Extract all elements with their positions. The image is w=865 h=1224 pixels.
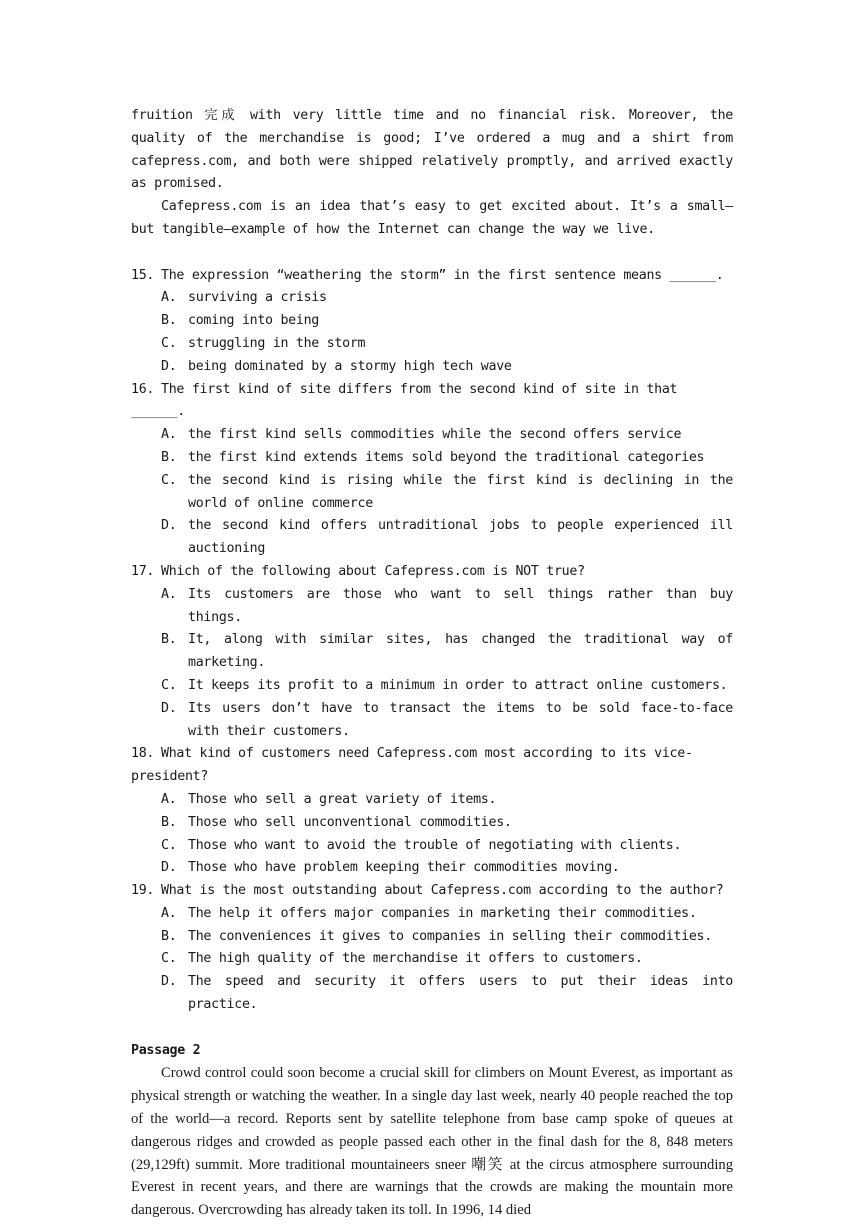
answer-option	[161, 356, 733, 379]
answer-option	[161, 287, 733, 310]
option-letter: D.	[161, 518, 177, 534]
spacer	[131, 1017, 733, 1040]
answer-option	[161, 447, 733, 470]
answer-option	[161, 629, 733, 675]
option-text: the second kind is rising while the first kind is declining in the world of online commerce	[188, 472, 733, 511]
question-text: Which of the following about Cafepress.com is NOT true?	[161, 563, 585, 579]
option-text: the first kind sells commodities while the second offers service	[188, 427, 682, 443]
option-text: surviving a crisis	[188, 290, 327, 306]
option-letter: A.	[161, 905, 177, 921]
option-letter: D.	[161, 358, 177, 374]
answer-option	[161, 812, 733, 835]
option-text: struggling in the storm	[188, 335, 366, 351]
option-text: Those who sell unconventional commodities.	[188, 814, 512, 830]
spacer	[131, 242, 733, 265]
question-number: 17.	[131, 563, 155, 579]
continuation-paragraph-2: Cafepress.com is an idea that’s easy to get excited about. It’s a small—but tangible—example of how the Internet can change the way we live.	[131, 199, 733, 237]
question-item	[131, 379, 733, 561]
option-letter: D.	[161, 700, 177, 716]
option-text: Its users don’t have to transact the items to be sold face-to-face with their customers.	[188, 700, 733, 739]
option-letter: D.	[161, 974, 177, 990]
option-letter: B.	[161, 632, 177, 648]
passage-body: Crowd control could soon become a crucial skill for climbers on Mount Everest, as important as physical strength or watching the weather. In a single day last week, nearly 40 people reached the top of the world—a record. Reports sent by satellite telephone from base camp spoke of queues at dangerous ridges and crowded as people passed each other in the final dash for the 8, 848 meters (29,129ft) summit. More traditional mountaineers sneer 嘲笑 at the circus atmosphere surrounding Everest in recent years, and there are warnings that the crowds are making the mountain more dangerous. Overcrowding has already taken its toll. In 1996, 14 died	[131, 1065, 733, 1219]
option-text: Those who want to avoid the trouble of negotiating with clients.	[188, 837, 682, 853]
question-item	[131, 743, 733, 880]
answer-option	[161, 971, 733, 1017]
passage-title: Passage 2	[131, 1042, 201, 1058]
option-text: The conveniences it gives to companies in selling their commodities.	[188, 928, 712, 944]
continuation-paragraph-1: fruition 完成 with very little time and no financial risk. Moreover, the quality of the merchandise is good; I’ve ordered a mug and a shirt from cafepress.com, and both were shipped relatively promptly, and arrived exactly as promised.	[131, 108, 733, 192]
option-text: the second kind offers untraditional jobs to people experienced ill auctioning	[188, 518, 733, 557]
option-letter: B.	[161, 449, 177, 465]
document-page	[131, 105, 733, 1222]
question-list	[131, 265, 733, 1017]
answer-option	[161, 903, 733, 926]
answer-option	[161, 424, 733, 447]
answer-option	[161, 584, 733, 630]
answer-option	[161, 835, 733, 858]
question-number: 16.	[131, 381, 155, 397]
option-text: The speed and security it offers users to put their ideas into practice.	[188, 974, 733, 1013]
answer-option	[161, 470, 733, 516]
answer-option	[161, 789, 733, 812]
option-text: coming into being	[188, 313, 319, 329]
question-number: 18.	[131, 746, 155, 762]
option-letter: B.	[161, 928, 177, 944]
option-text: It keeps its profit to a minimum in order to attract online customers.	[188, 677, 728, 693]
question-stem	[131, 265, 733, 288]
option-letter: B.	[161, 814, 177, 830]
answer-option	[161, 698, 733, 744]
option-text: Those who have problem keeping their commodities moving.	[188, 860, 620, 876]
question-stem	[131, 743, 733, 789]
option-text: The help it offers major companies in marketing their commodities.	[188, 905, 697, 921]
question-item	[131, 880, 733, 1017]
question-text: What is the most outstanding about Cafepress.com according to the author?	[161, 883, 724, 899]
option-letter: A.	[161, 586, 177, 602]
answer-option	[161, 333, 733, 356]
option-text: Its customers are those who want to sell things rather than buy things.	[188, 586, 733, 625]
option-letter: A.	[161, 427, 177, 443]
option-letter: C.	[161, 951, 177, 967]
option-letter: C.	[161, 472, 177, 488]
option-letter: A.	[161, 290, 177, 306]
option-text: the first kind extends items sold beyond the traditional categories	[188, 449, 705, 465]
answer-option	[161, 515, 733, 561]
option-letter: A.	[161, 791, 177, 807]
option-text: Those who sell a great variety of items.	[188, 791, 497, 807]
question-item	[131, 265, 733, 379]
option-letter: D.	[161, 860, 177, 876]
question-text: What kind of customers need Cafepress.com most according to its vice-president?	[131, 746, 693, 785]
option-text: It, along with similar sites, has changed the traditional way of marketing.	[188, 632, 733, 671]
option-letter: C.	[161, 335, 177, 351]
question-stem	[131, 379, 733, 425]
option-text: being dominated by a stormy high tech wave	[188, 358, 512, 374]
option-letter: B.	[161, 313, 177, 329]
answer-option	[161, 926, 733, 949]
option-letter: C.	[161, 677, 177, 693]
question-stem	[131, 561, 733, 584]
answer-option	[161, 310, 733, 333]
question-text: The expression “weathering the storm” in the first sentence means ______.	[161, 267, 724, 283]
answer-option	[161, 675, 733, 698]
question-text: The first kind of site differs from the second kind of site in that ______.	[131, 381, 678, 420]
option-text: The high quality of the merchandise it offers to customers.	[188, 951, 643, 967]
answer-option	[161, 948, 733, 971]
option-letter: C.	[161, 837, 177, 853]
question-number: 15.	[131, 267, 155, 283]
question-stem	[131, 880, 733, 903]
answer-option	[161, 857, 733, 880]
question-item	[131, 561, 733, 743]
question-number: 19.	[131, 883, 155, 899]
